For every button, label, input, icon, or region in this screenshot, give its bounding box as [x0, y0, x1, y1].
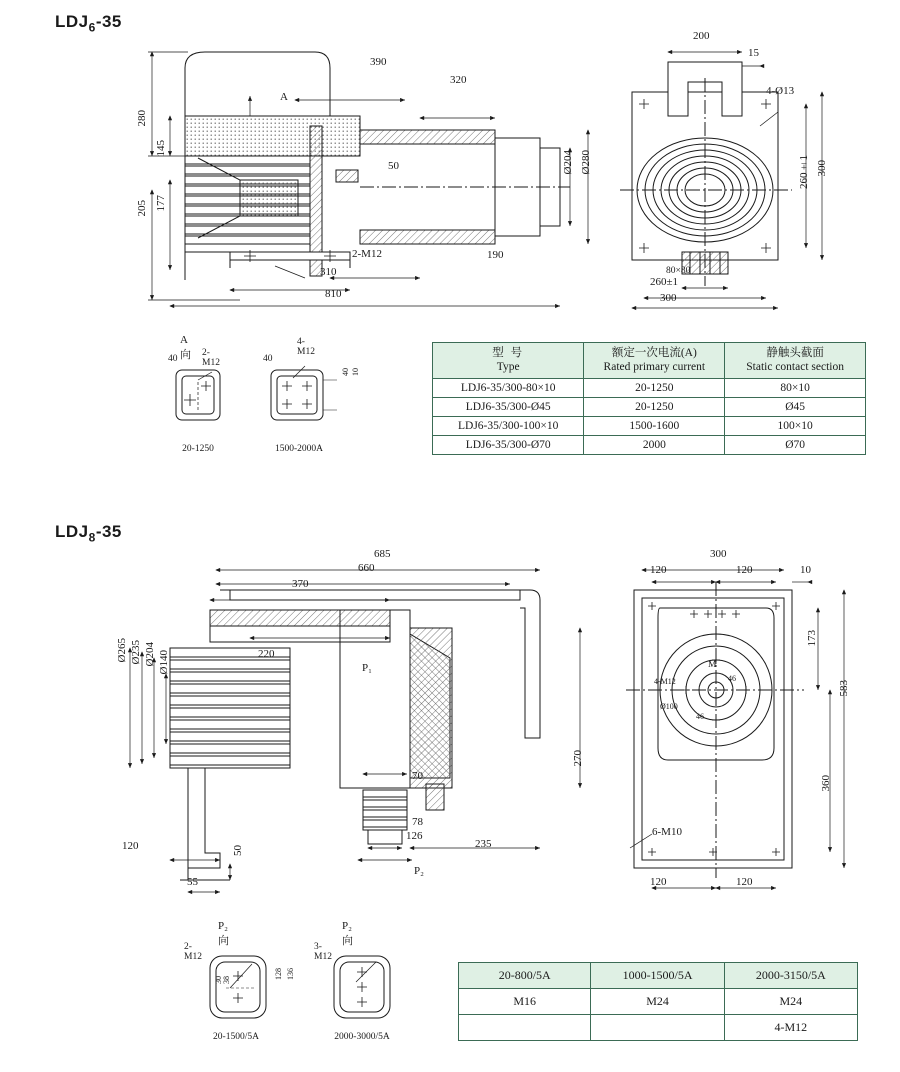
- dim-10b: 10: [800, 564, 811, 576]
- dim-4-o13: 4-Ø13: [766, 85, 795, 97]
- header-contact-section: 静触头截面 Static contact section: [725, 343, 866, 379]
- title-sub-2: 8: [88, 530, 96, 545]
- dim-265: Ø265: [116, 638, 128, 663]
- dim-300-right: 300: [816, 160, 828, 177]
- cell-extra-3: 4-M12: [724, 1015, 857, 1041]
- dim-177: 177: [155, 195, 167, 212]
- dim-204: Ø204: [562, 150, 574, 175]
- cell-current: 1500-1600: [584, 416, 725, 435]
- dim-390: 390: [370, 56, 387, 68]
- table-row: [459, 1015, 858, 1041]
- detail-p2-footer: 20-1500/5A: [213, 1032, 259, 1042]
- title-tail: -35: [95, 12, 122, 31]
- detail-a-caption: A 向: [180, 334, 191, 361]
- dim-235b: 235: [475, 838, 492, 850]
- dim-685: 685: [374, 548, 391, 560]
- label-p2: P₂: [414, 865, 424, 877]
- detail-p2-caption: P₂向: [218, 920, 229, 947]
- title-sub: 6: [88, 20, 96, 35]
- dim-204-b: Ø204: [144, 642, 156, 667]
- top-front-view: [130, 30, 610, 320]
- cell-extra-1: [459, 1015, 591, 1041]
- detail-a-footer: 20-1250: [182, 444, 214, 454]
- top-spec-table: [432, 342, 866, 455]
- detail-p2-128: 128: [274, 968, 283, 980]
- dim-15: 15: [748, 47, 759, 59]
- dim-80x80: 80×80: [666, 266, 691, 276]
- dim-50: 50: [388, 160, 399, 172]
- cell-range-2: 1000-1500/5A: [591, 963, 724, 989]
- cell-section: 80×10: [725, 378, 866, 397]
- cell-section: Ø45: [725, 397, 866, 416]
- view-a-label: A: [280, 91, 288, 103]
- dim-280: Ø280: [580, 150, 592, 175]
- dim-140: Ø140: [158, 650, 170, 675]
- detail-a-bolt-label: 2-M12: [202, 348, 220, 368]
- dim-583: 583: [838, 680, 850, 697]
- section-title-ldj8: [55, 522, 122, 544]
- dim-660: 660: [358, 562, 375, 574]
- dim-220: 220: [258, 648, 275, 660]
- detail-p2-bolt: 2-M12: [184, 942, 202, 962]
- header-type: 型 号 Type: [433, 343, 584, 379]
- label-p1: P₁: [362, 662, 372, 674]
- cell-extra-2: [591, 1015, 724, 1041]
- detail-p2b-bolt: 3-M12: [314, 942, 332, 962]
- dim-120b: 120: [736, 564, 753, 576]
- cell-type: LDJ6-35/300-80×10: [433, 378, 584, 397]
- dim-126: 126: [406, 830, 423, 842]
- dim-55: 55: [187, 876, 198, 888]
- dim-120c: 120: [650, 876, 667, 888]
- dim-205: 205: [136, 200, 148, 217]
- dim-360: 360: [820, 775, 832, 792]
- detail-p2b-caption: P₂向: [342, 920, 353, 947]
- dim-120a: 120: [650, 564, 667, 576]
- dim-310: 310: [320, 266, 337, 278]
- cell-current: 20-1250: [584, 378, 725, 397]
- table-row: [433, 378, 866, 397]
- dim-300-bottom: 300: [660, 292, 677, 304]
- dim-100: Ø100: [660, 702, 678, 711]
- cell-current: 20-1250: [584, 397, 725, 416]
- cell-type: LDJ6-35/300-100×10: [433, 416, 584, 435]
- title-main: LDJ: [55, 12, 89, 31]
- detail-p2-38: 38: [222, 976, 231, 984]
- table-row: [459, 963, 858, 989]
- cell-section: Ø70: [725, 435, 866, 454]
- table-row: [459, 989, 858, 1015]
- detail-p2-136: 136: [286, 968, 295, 980]
- bottom-spec-table: [458, 962, 858, 1041]
- table-row: [433, 435, 866, 454]
- detail-p2-30: 30: [214, 976, 223, 984]
- cell-thread-1: M16: [459, 989, 591, 1015]
- dim-270: 270: [572, 750, 584, 767]
- title-main-2: LDJ: [55, 522, 89, 541]
- dim-70: 70: [412, 770, 423, 782]
- detail-b-footer: 1500-2000A: [274, 444, 324, 454]
- dim-200: 200: [693, 30, 710, 42]
- dim-4-m12b: 4-M12: [654, 677, 676, 686]
- section-title-ldj6: [55, 12, 122, 34]
- cell-type: LDJ6-35/300-Ø45: [433, 397, 584, 416]
- cell-thread-2: M24: [591, 989, 724, 1015]
- detail-b-dim-40v: 40: [341, 368, 350, 376]
- dim-300b: 300: [710, 548, 727, 560]
- bottom-side-view: [612, 548, 862, 908]
- detail-b-bolt-label: 4-M12: [297, 337, 315, 357]
- dim-190: 190: [487, 249, 504, 261]
- detail-a-dim-40: 40: [168, 354, 178, 364]
- dim-145: 145: [155, 140, 167, 157]
- cell-type: LDJ6-35/300-Ø70: [433, 435, 584, 454]
- detail-p2b-footer: 2000-3000/5A: [334, 1032, 390, 1042]
- dim-m: M: [708, 660, 717, 670]
- cell-thread-3: M24: [724, 989, 857, 1015]
- cell-range-3: 2000-3150/5A: [724, 963, 857, 989]
- dim-46a: 46: [728, 674, 736, 683]
- dim-370: 370: [292, 578, 309, 590]
- header-rated-current: 额定一次电流(A) Rated primary current: [584, 343, 725, 379]
- dim-173: 173: [806, 630, 818, 647]
- dim-6-m10: 6-M10: [652, 826, 682, 838]
- cell-section: 100×10: [725, 416, 866, 435]
- dim-2-m12: 2-M12: [352, 248, 382, 260]
- detail-b-dim-10: 10: [351, 368, 360, 376]
- dim-78: 78: [412, 816, 423, 828]
- dim-235: Ø235: [130, 640, 142, 665]
- table-header-row: [433, 343, 866, 379]
- title-tail-2: -35: [95, 522, 122, 541]
- dim-810: 810: [325, 288, 342, 300]
- table-row: [433, 416, 866, 435]
- detail-b-dim-40: 40: [263, 354, 273, 364]
- table-row: [433, 397, 866, 416]
- cell-current: 2000: [584, 435, 725, 454]
- dim-46b: 46: [696, 712, 704, 721]
- dim-50b: 50: [232, 845, 244, 856]
- dim-120d: 120: [736, 876, 753, 888]
- dim-280-left: 280: [136, 110, 148, 127]
- dim-120: 120: [122, 840, 139, 852]
- dim-260-bottom: 260±1: [650, 276, 679, 288]
- cell-range-1: 20-800/5A: [459, 963, 591, 989]
- dim-320: 320: [450, 74, 467, 86]
- dim-260-right: 260±1: [798, 155, 810, 189]
- bottom-front-view: [110, 548, 610, 908]
